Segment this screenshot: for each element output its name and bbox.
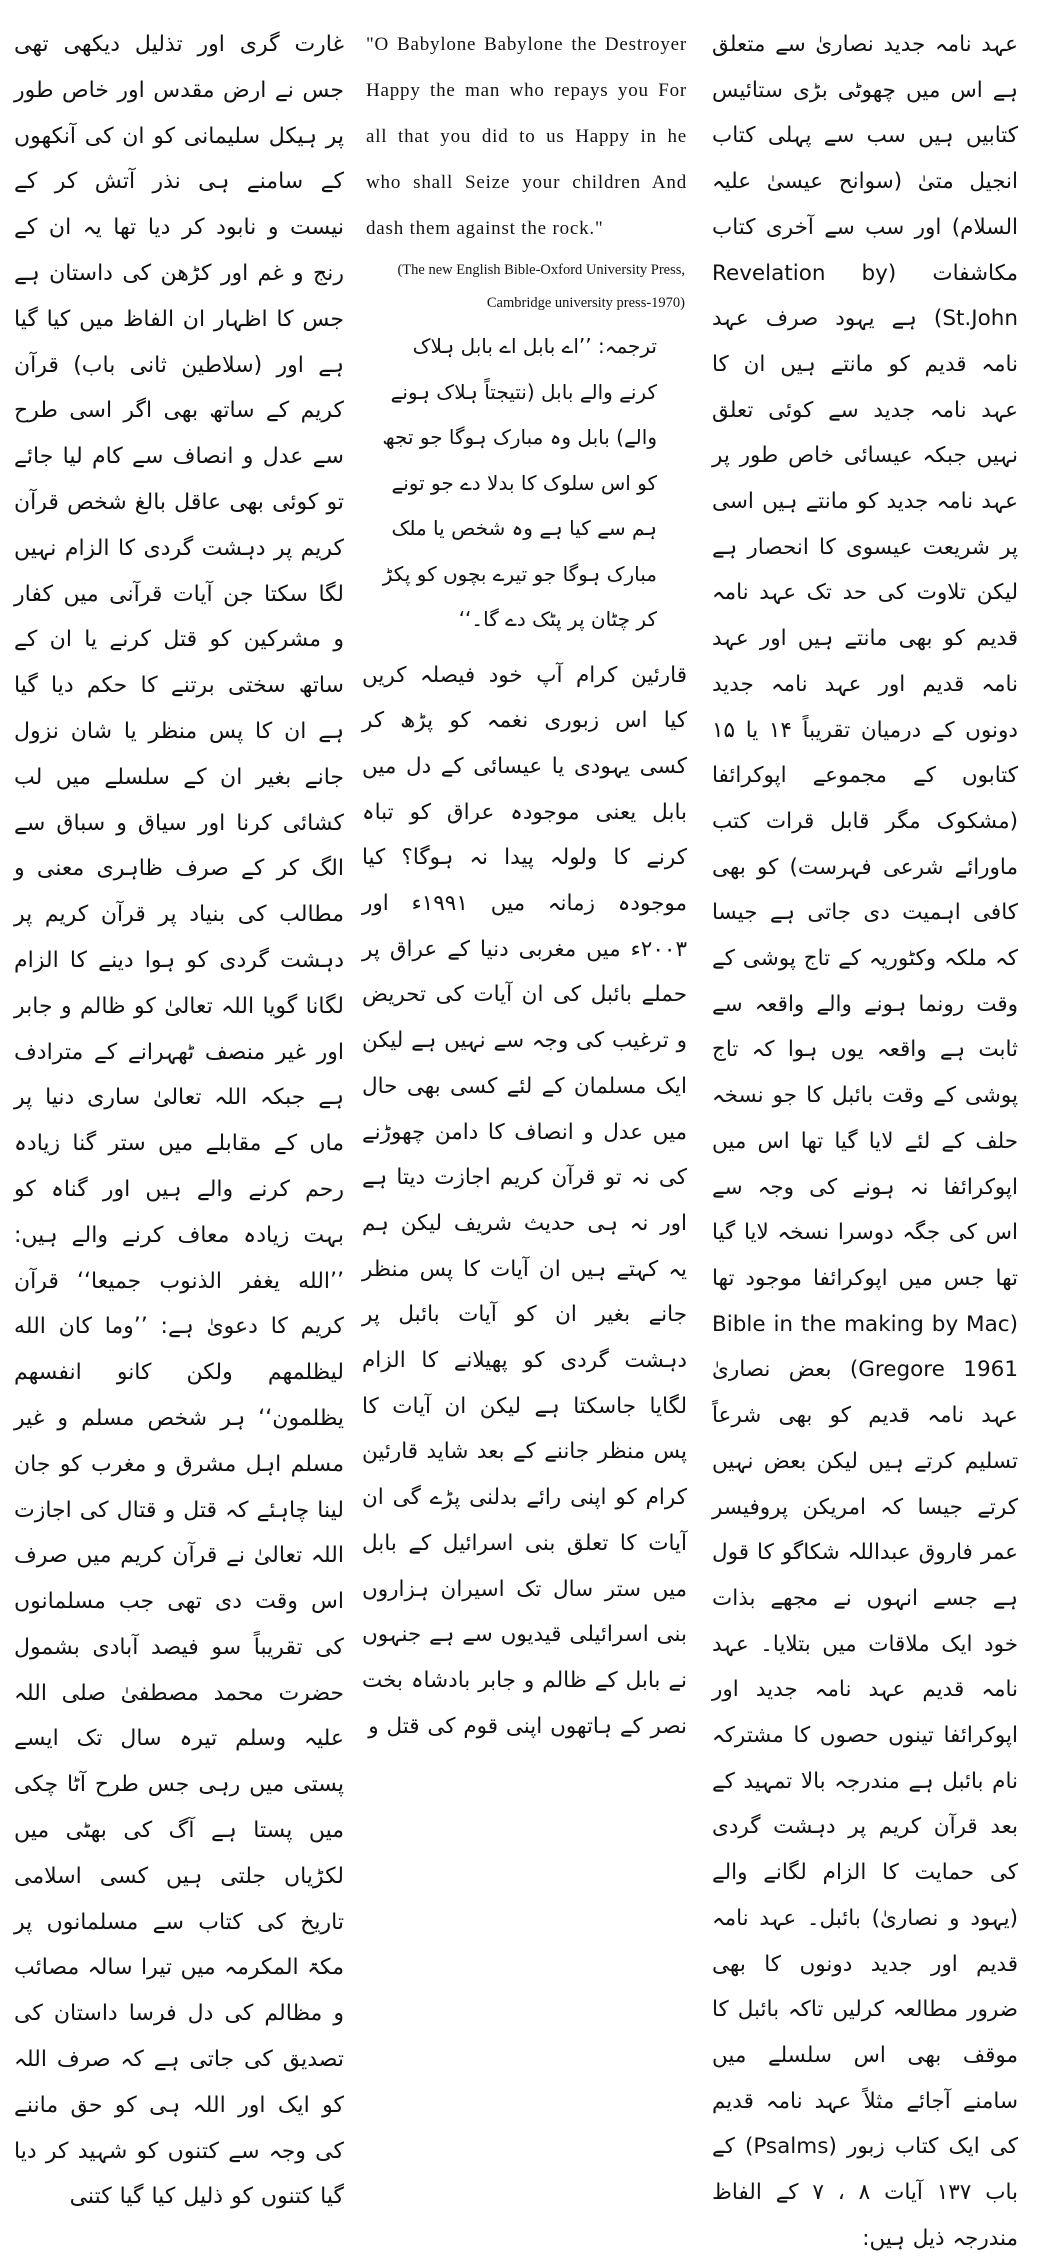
column-middle bbox=[362, 22, 687, 1739]
column-right bbox=[712, 22, 1019, 2251]
right-column-text: عہد نامہ جدید نصاریٰ سے متعلق ہے اس میں چھوٹی بڑی ستائیس کتابیں ہیں سب سے پہلی کتاب انجیل متیٰ (سوانح عیسیٰ علیہ السلام) اور سب سے آخری کتاب مکاشفات (Revelation by St.John) ہے یہود صرف عہد نامہ قدیم کو مانتے ہیں ان کا عہد نامہ جدید سے کوئی تعلق نہیں جبکہ عیسائی خاص طور پر عہد نامہ جدید کو مانتے ہیں اسی پر شریعت عیسوی کا انحصار ہے لیکن تلاوت کی حد تک عہد نامہ قدیم کو بھی مانتے ہیں اور عہد نامہ قدیم اور عہد نامہ جدید دونوں کے درمیان تقریباً ۱۴ یا ۱۵ کتابوں کے مجموعے اپوکرائفا (مشکوک مگر قابل قرات کتب ماورائے شرعی فہرست) کو بھی کافی اہمیت دی جاتی ہے جیسا کہ ملکہ وکٹوریہ کے تاج پوشی کے وقت رونما ہونے والے واقعہ سے ثابت ہے واقعہ یوں ہوا کہ تاج پوشی کے وقت بائبل کا جو نسخہ حلف کے لئے لایا گیا تھا اس میں اپوکرائفا نہ ہونے کی وجہ سے اس کی جگہ دوسرا نسخہ لایا گیا تھا جس میں اپوکرائفا موجود تھا (Bible in the making by Mac Gregore 1961) بعض نصاریٰ عہد نامہ قدیم کو بھی شرعاً تسلیم کرتے ہیں لیکن بعض نہیں کرتے جیسا کہ امریکن پروفیسر عمر فاروق عبداللہ شکاگو کا قول ہے جسے انہوں نے مجھے بذات خود ایک ملاقات میں بتلایا۔ عہد نامہ قدیم عہد نامہ جدید اور اپوکرائفا تینوں حصوں کا مشترکہ نام بائبل ہے مندرجہ بالا تمہید کے بعد قرآن کریم پر دہشت گردی کی حمایت کا الزام لگانے والے (یہود و نصاریٰ) بائبل۔ عہد نامہ قدیم اور جدید دونوں کا بھی ضرور مطالعہ کرلیں تاکہ بائبل کا موقف بھی اس سلسلے میں سامنے آجائے مثلاً عہد نامہ قدیم کی ایک کتاب زبور (Psalms) کے باب ۱۳۷ آیات ۸ ، ۷ کے الفاظ مندرجہ ذیل ہیں: bbox=[712, 32, 1019, 2251]
middle-column-text: قارئین کرام آپ خود فیصلہ کریں کیا اس زبوری نغمہ کو پڑھ کر کسی یہودی یا عیسائی کے دل میں بابل یعنی موجودہ عراق کو تباہ کرنے کا ولولہ پیدا نہ ہوگا؟ کیا موجودہ زمانہ میں ۱۹۹۱ء اور ۲۰۰۳ء میں مغربی دنیا کے عراق پر حملے بائبل کی ان آیات کی تحریض و ترغیب کی وجہ سے نہیں ہے لیکن ایک مسلمان کے لئے کسی بھی حال میں عدل و انصاف کا دامن چھوڑنے کی نہ تو قرآن کریم اجازت دیتا ہے اور نہ ہی حدیث شریف لیکن ہم یہ کہتے ہیں ان آیات کا پس منظر جانے بغیر ان کو آیات بائبل پر دہشت گردی کو پھیلانے کا الزام لگایا جاسکتا ہے لیکن ان آیات کا پس منظر جاننے کے بعد شاید قارئین کرام کو اپنی رائے بدلنی پڑے گی ان آیات کا تعلق بنی اسرائیل کے بابل میں ستر سال تک اسیران ہزاروں بنی اسرائیلی قیدیوں سے ہے جنہوں نے بابل کے ظالم و جابر بادشاہ بخت نصر کے ہاتھوں اپنی قوم کی قتل و bbox=[362, 662, 687, 1739]
urdu-translation: ترجمہ: ’’اے بابل اے بابل ہلاک کرنے والے بابل (نتیجتاً ہلاک ہونے والے) بابل وہ مبارک ہوگا جو تجھ کو اس سلوک کا بدلا دے جو تونے ہم سے کیا ہے وہ شخص یا ملک مبارک ہوگا جو تیرے بچوں کو پکڑ کر چٹان پر پٹک دے گا۔‘‘ bbox=[382, 334, 657, 631]
column-left bbox=[14, 22, 344, 2210]
bible-citation: (The new English Bible-Oxford University Press, Cambridge university press-1970) bbox=[397, 262, 685, 311]
english-psalm-quote: "O Babylone Babylone the Destroyer Happy the man who repays you For all that you did to us Happy in he who shall Seize your children And dash them against the rock." bbox=[366, 34, 687, 239]
left-column-text: غارت گری اور تذلیل دیکھی تھی جس نے ارض مقدس اور خاص طور پر ہیکل سلیمانی کو ان کی آنکھوں کے سامنے ہی نذر آتش کر کے نیست و نابود کر دیا تھا یہ ان کے رنج و غم اور کڑھن کی داستان ہے جس کا اظہار ان الفاظ میں کیا گیا ہے اور (سلاطین ثانی باب) قرآن کریم کے ساتھ بھی اگر اسی طرح سے عدل و انصاف سے کام لیا جائے تو کوئی بھی عاقل بالغ شخص قرآن کریم پر دہشت گردی کا الزام نہیں لگا سکتا جن آیات قرآنی میں کفار و مشرکین کو قتل کرنے یا ان کے ساتھ سختی برتنے کا حکم دیا گیا ہے ان کا پس منظر یا شان نزول جانے بغیر ان کے سلسلے میں لب کشائی کرنا اور سیاق و سباق سے الگ کر کے صرف ظاہری معنی و مطالب کی بنیاد پر قرآن کریم پر دہشت گردی کو ہوا دینے کا الزام لگانا گویا اللہ تعالیٰ کو ظالم و جابر اور غیر منصف ٹھہرانے کے مترادف ہے جبکہ اللہ تعالیٰ ساری دنیا پر ماں کے مقابلے میں ستر گنا زیادہ رحم کرنے والے ہیں اور گناہ کو بہت زیادہ معاف کرنے والے ہیں: ’’الله يغفر الذنوب جميعا‘‘ قرآن کریم کا دعویٰ ہے: ’’وما كان الله ليظلمهم ولكن كانو انفسهم يظلمون‘‘ ہر شخص مسلم و غیر مسلم اہل مشرق و مغرب کو جان لینا چاہئے کہ قتل و قتال کی اجازت اللہ تعالیٰ نے قرآن کریم میں صرف اس وقت دی تھی جب مسلمانوں کی تقریباً سو فیصد آبادی بشمول حضرت محمد مصطفیٰ صلی اللہ علیہ وسلم تیرہ سال تک ایسے پستی میں رہی جس طرح آٹا چکی میں پستا ہے آگ کی بھٹی میں لکڑیاں جلتی ہیں کسی اسلامی تاریخ کی کتاب سے مسلمانوں پر مکۃ المکرمہ میں تیرا سالہ مصائب و مظالم کی دل فرسا داستان کی تصدیق کی جاتی ہے کہ صرف اللہ کو ایک اور اللہ ہی کو حق ماننے کی وجہ سے کتنوں کو شہید کر دیا گیا کتنوں کو ذلیل کیا گیا کتنی bbox=[14, 32, 344, 2210]
